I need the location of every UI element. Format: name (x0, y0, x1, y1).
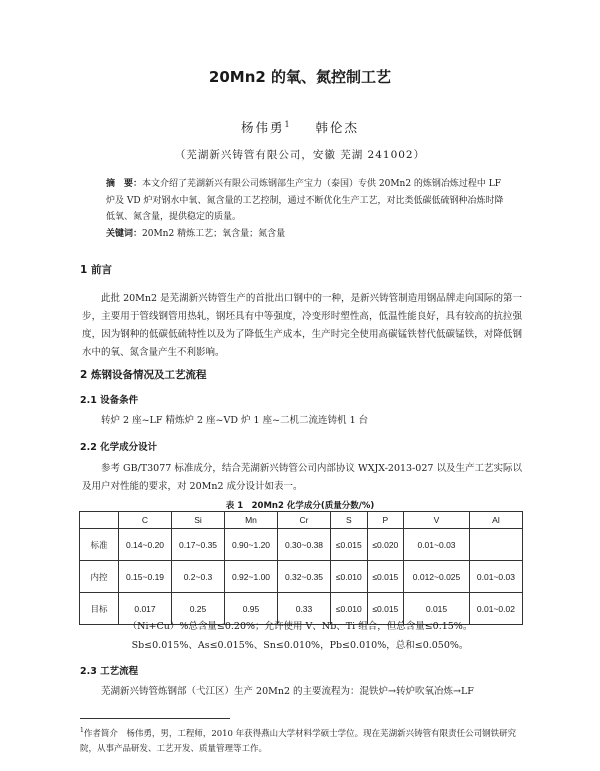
abstract (106, 176, 506, 226)
table-header-cell: P (367, 512, 404, 529)
affiliation: （芜湖新兴铸管有限公司，安徽 芜湖 241002） (174, 149, 426, 161)
table-header-cell: V (404, 512, 470, 529)
table-1-caption: 表 1 20Mn2 化学成分(质量分数/%) (225, 501, 375, 511)
table-cell: 0.01~0.03 (469, 561, 522, 593)
section-1-body: 此批 20Mn2 是芜湖新兴铸管生产的首批出口钢中的一种，是新兴铸管制造用钢品牌走向国际的第一步，主要用于管线钢管用热轧，钢坯具有中等强度，冷变形时塑性高，低温性能良好，具有较高的抗拉强度，因为钢种的低碳低硫特性以及为了降低生产成本，生产时完全使用高碳锰铁替代低碳锰铁，对降低钢水中的氧、氮含量产生不利影响。 (82, 293, 522, 358)
table-cell: 0.33 (278, 593, 331, 625)
section-2-heading: 2 炼钢设备情况及工艺流程 (80, 369, 207, 381)
footnote-text: 作者简介 杨伟勇，男，工程师，2010 年获得燕山大学材料学硕士学位。现在芜湖新兴铸管有限责任公司钢铁研究院，从事产品研发、工艺开发、质量管理等工作。 (80, 728, 517, 754)
table-cell: 0.14~0.20 (119, 529, 172, 561)
table-cell: 0.017 (119, 593, 172, 625)
section-2-3-heading: 2.3 工艺流程 (80, 666, 139, 677)
section-1-heading: 1 前言 (80, 264, 112, 276)
table-cell: 0.90~1.20 (225, 529, 278, 561)
row-label: 目标 (80, 593, 119, 625)
table-cell: ≤0.020 (367, 529, 404, 561)
keywords-label: 关键词： (106, 229, 143, 239)
table-cell (469, 529, 522, 561)
footnote-mark: 1 (80, 727, 84, 734)
table-header-cell: Al (469, 512, 522, 529)
table-cell: 0.01~0.02 (469, 593, 522, 625)
section-2-1-heading: 2.1 设备条件 (80, 395, 139, 406)
keywords (106, 226, 506, 239)
table-cell: ≤0.015 (367, 561, 404, 593)
table-note-1: （Ni+Cu）%总含量≤0.20%；允许使用 V、Nb、Ti 组合，但总含量≤0.15%。 (127, 621, 473, 632)
row-label: 内控 (80, 561, 119, 593)
section-2-1-body: 转炉 2 座~LF 精炼炉 2 座~VD 炉 1 座~二机二流连铸机 1 台 (101, 415, 369, 426)
section-2-2-heading: 2.2 化学成分设计 (80, 442, 158, 453)
row-label: 标准 (80, 529, 119, 561)
table-cell: ≤0.015 (367, 593, 404, 625)
table-header-cell: Mn (225, 512, 278, 529)
table-cell: 0.2~0.3 (172, 561, 225, 593)
table-note-2: Sb≤0.015%、As≤0.015%、Sn≤0.010%，Pb≤0.010%，总和≤0.050%。 (131, 640, 469, 651)
table-row (80, 561, 523, 593)
table-cell: 0.92~1.00 (225, 561, 278, 593)
author-1: 杨伟勇 (240, 120, 285, 135)
table-cell: 0.015 (404, 593, 470, 625)
abstract-label: 摘 要： (106, 179, 143, 189)
chemical-composition-table (79, 511, 523, 625)
table-cell: 0.95 (225, 593, 278, 625)
author-2: 韩伦杰 (315, 120, 360, 135)
table-cell: ≤0.010 (331, 561, 368, 593)
author-footnote (80, 723, 526, 757)
table-header-cell: S (331, 512, 368, 529)
paper-title: 20Mn2 的氧、氮控制工艺 (208, 68, 392, 86)
table-cell: ≤0.010 (331, 593, 368, 625)
table-cell: 0.01~0.03 (404, 529, 470, 561)
footnote-divider (80, 718, 230, 719)
table-cell: 0.32~0.35 (278, 561, 331, 593)
abstract-text: 本文介绍了芜湖新兴有限公司炼钢部生产宝力（泰国）专供 20Mn2 的炼钢冶炼过程中 LF 炉及 VD 炉对钢水中氧、氮含量的工艺控制，通过不断优化生产工艺，对比类低碳低硫钢种冶炼时降低氧、氮含量，提供稳定的质量。 (106, 179, 504, 222)
section-2-2-body: 参考 GB/T3077 标准成分，结合芜湖新兴铸管公司内部协议 WXJX-2013-027 以及生产工艺实际以及用户对性能的要求，对 20Mn2 成分设计如表一。 (82, 463, 522, 492)
table-header-cell (80, 512, 119, 529)
keywords-text: 20Mn2 精炼工艺；氧含量；氮含量 (142, 229, 286, 239)
table-header-row (80, 512, 523, 529)
table-cell: 0.17~0.35 (172, 529, 225, 561)
table-cell: 0.25 (172, 593, 225, 625)
table-row (80, 529, 523, 561)
table-header-cell: Cr (278, 512, 331, 529)
table-header-cell: C (119, 512, 172, 529)
table-cell: ≤0.015 (331, 529, 368, 561)
author-1-footnote-mark: 1 (284, 119, 290, 129)
table-header-cell: Si (172, 512, 225, 529)
table-cell: 0.012~0.025 (404, 561, 470, 593)
section-2-3-body: 芜湖新兴铸管炼钢部（弋江区）生产 20Mn2 的主要流程为：混铁炉→转炉吹氧冶炼→LF (101, 686, 474, 697)
table-cell: 0.15~0.19 (119, 561, 172, 593)
author-line (0, 118, 600, 136)
table-cell: 0.30~0.38 (278, 529, 331, 561)
